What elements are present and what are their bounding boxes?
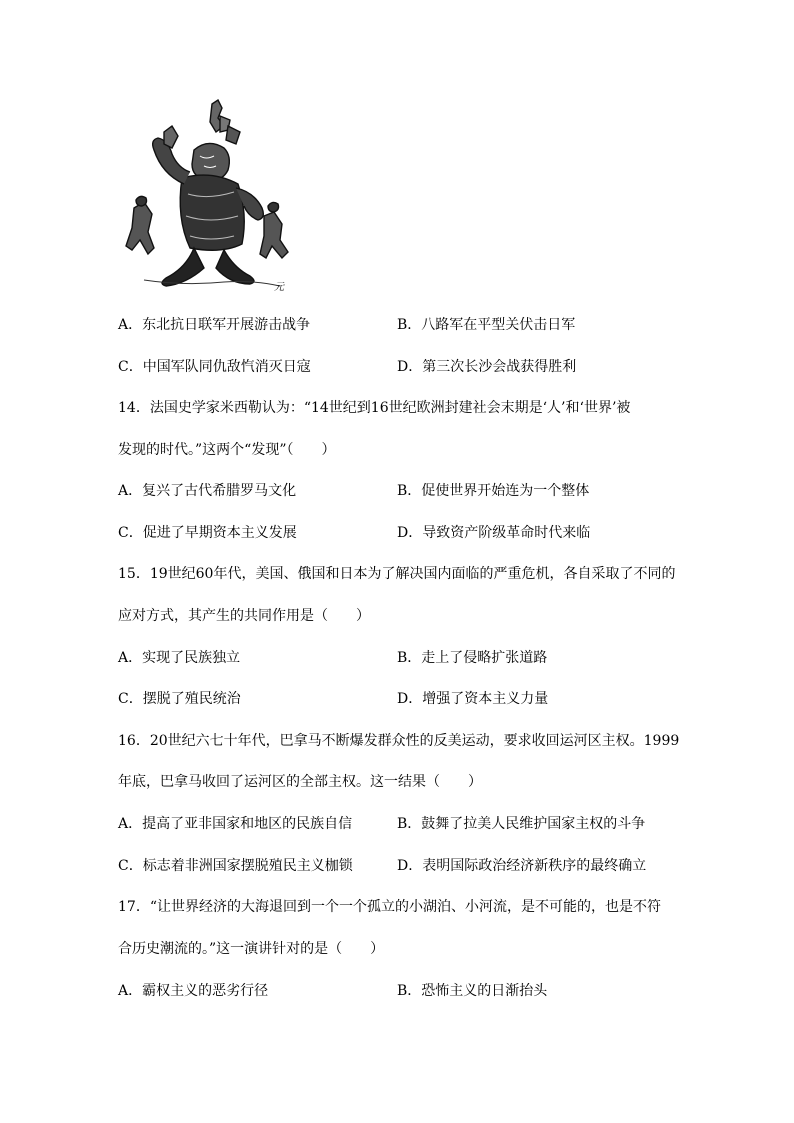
q14-stem-line1: 14．法国史学家米西勒认为：“14世纪到16世纪欧洲封建社会末期是‘人’和‘世界’被 xyxy=(118,400,631,416)
q15-stem-line1: 15．19世纪60年代，美国、俄国和日本为了解决国内面临的严重危机，各自采取了不同的 xyxy=(118,566,676,582)
q16-option-d: D．表明国际政治经济新秩序的最终确立 xyxy=(397,858,647,874)
q14-option-b: B．促使世界开始连为一个整体 xyxy=(397,483,590,499)
q13-option-a: A．东北抗日联军开展游击战争 xyxy=(118,317,311,333)
q16-option-a: A．提高了亚非国家和地区的民族自信 xyxy=(118,816,353,832)
q16-option-c: C．标志着非洲国家摆脱殖民主义枷锁 xyxy=(118,858,353,874)
q16-stem-line2: 年底，巴拿马收回了运河区的全部主权。这一结果（ ） xyxy=(118,774,482,790)
q17-stem-line1: 17．“让世界经济的大海退回到一个一个孤立的小湖泊、小河流，是不可能的，也是不符 xyxy=(118,899,661,915)
q15-option-d: D．增强了资本主义力量 xyxy=(397,691,549,707)
q13-option-b: B．八路军在平型关伏击日军 xyxy=(397,317,576,333)
q14-stem-line2: 发现的时代。”这两个“发现”（ ） xyxy=(118,442,336,458)
q15-option-b: B．走上了侵略扩张道路 xyxy=(397,650,548,666)
q16-stem-line1: 16．20世纪六七十年代，巴拿马不断爆发群众性的反美运动，要求收回运河区主权。1999 xyxy=(118,733,680,749)
q16-option-b: B．鼓舞了拉美人民维护国家主权的斗争 xyxy=(397,816,646,832)
cartoon-drawing xyxy=(124,98,292,294)
q17-stem-line2: 合历史潮流的。”这一演讲针对的是（ ） xyxy=(118,941,385,957)
q14-option-c: C．促进了早期资本主义发展 xyxy=(118,525,297,541)
q15-option-a: A．实现了民族独立 xyxy=(118,650,241,666)
artist-signature: 元 xyxy=(274,282,284,293)
q15-option-c: C．摆脱了殖民统治 xyxy=(118,691,241,707)
q13-option-c: C．中国军队同仇敌忾消灭日寇 xyxy=(118,359,311,375)
q17-option-b: B．恐怖主义的日渐抬头 xyxy=(397,983,548,999)
cartoon-illustration xyxy=(124,98,292,294)
q13-option-d: D．第三次长沙会战获得胜利 xyxy=(397,359,577,375)
q14-option-d: D．导致资产阶级革命时代来临 xyxy=(397,525,591,541)
q17-option-a: A．霸权主义的恶劣行径 xyxy=(118,983,269,999)
q15-stem-line2: 应对方式，其产生的共同作用是（ ） xyxy=(118,608,370,624)
q14-option-a: A．复兴了古代希腊罗马文化 xyxy=(118,483,297,499)
